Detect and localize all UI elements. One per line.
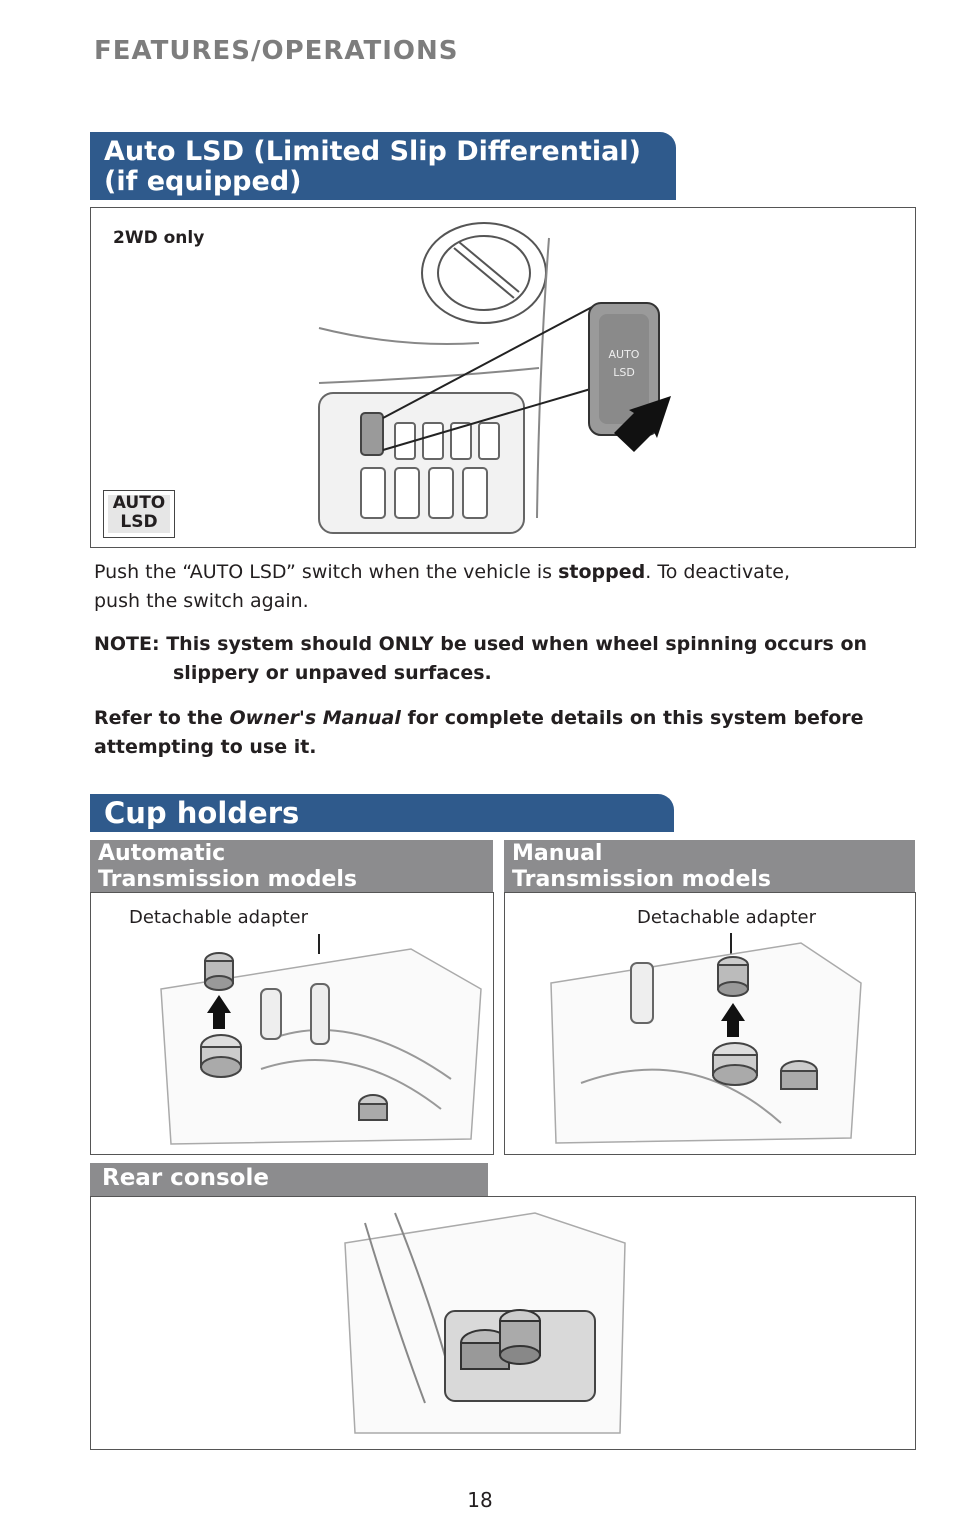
auto-lsd-button-icon <box>103 490 175 538</box>
auto-line1: Automatic <box>98 841 226 866</box>
manual-callout: Detachable adapter <box>637 907 817 928</box>
lsd-title-band <box>90 132 676 200</box>
lsd-instruction <box>94 558 924 616</box>
cup-title-band <box>90 794 674 832</box>
para1-b: . To deactivate, <box>645 561 791 583</box>
lsd-reference <box>94 704 924 762</box>
auto-transmission-bar <box>90 840 493 892</box>
ref-italic: Owner's Manual <box>229 707 401 729</box>
rear-console-illustration <box>335 1203 635 1441</box>
ref-line2: attempting to use it. <box>94 736 317 758</box>
auto-lsd-icon-line2: LSD <box>120 512 158 532</box>
auto-console-illustration <box>151 929 491 1151</box>
zoom-switch-text-1: AUTO <box>608 348 640 361</box>
manual-line1: Manual <box>512 841 603 866</box>
rear-title: Rear console <box>102 1165 269 1191</box>
figure-label-2wd: 2WD only <box>113 228 205 248</box>
zoom-switch-text-2: LSD <box>613 366 635 379</box>
lsd-title-line1: Auto LSD (Limited Slip Differential) <box>104 136 641 167</box>
note-line1: NOTE: This system should ONLY be used when wheel spinning occurs on <box>94 633 868 655</box>
auto-lsd-icon-line1: AUTO <box>112 493 166 513</box>
auto-callout: Detachable adapter <box>129 907 309 928</box>
manual-transmission-bar <box>504 840 915 892</box>
dial-knob-drawing <box>422 223 546 323</box>
manual-console-illustration <box>541 923 871 1151</box>
auto-figure <box>90 892 494 1155</box>
para1-line2: push the switch again. <box>94 590 309 612</box>
note-line2: slippery or unpaved surfaces. <box>173 662 492 684</box>
manual-figure <box>504 892 916 1155</box>
ref-a: Refer to the <box>94 707 230 729</box>
cup-title: Cup holders <box>104 796 300 830</box>
page-number: 18 <box>467 1488 493 1512</box>
lsd-figure <box>90 207 916 548</box>
section-header: FEATURES/OPERATIONS <box>94 36 459 66</box>
ref-b: for complete details on this system before <box>400 707 864 729</box>
auto-line2: Transmission models <box>98 867 358 892</box>
lsd-title-line2: (if equipped) <box>104 166 302 197</box>
rear-figure <box>90 1196 916 1450</box>
manual-line2: Transmission models <box>512 867 772 892</box>
lsd-switch-illustration <box>299 218 719 538</box>
rear-console-bar <box>90 1163 488 1196</box>
lsd-note <box>94 630 924 688</box>
para1-bold: stopped <box>558 561 646 583</box>
para1-a: Push the “AUTO LSD” switch when the vehicle is <box>94 561 559 583</box>
